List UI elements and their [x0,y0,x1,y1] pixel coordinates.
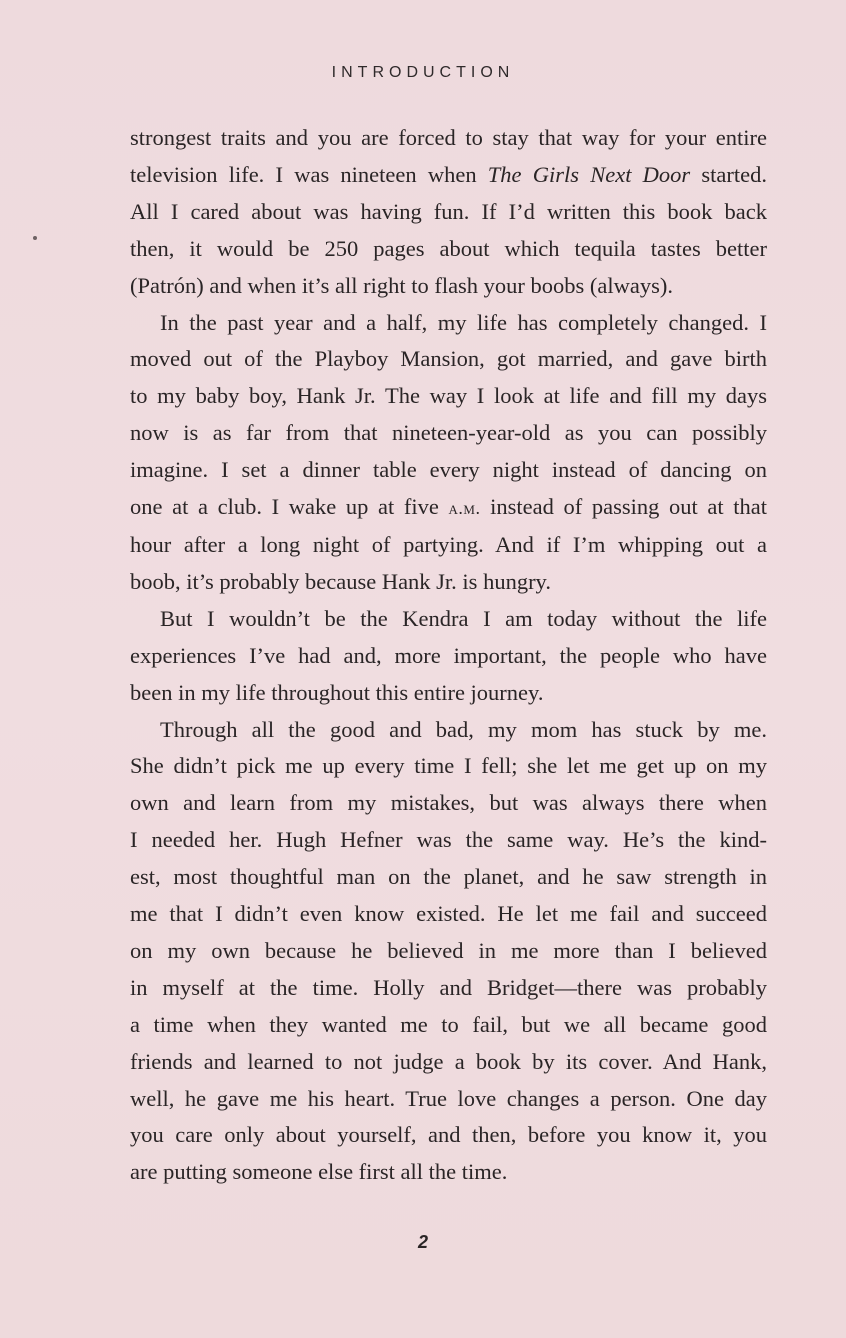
text-line: est, most thoughtful man on the planet, and he saw strength in [130,864,767,890]
paragraph-4 [130,712,767,1192]
text-line: But I wouldn’t be the Kendra I am today without the life [160,605,767,631]
running-head: INTRODUCTION [331,64,515,81]
body-text [130,120,767,1191]
text-line: All I cared about was having fun. If I’d written this book back [130,198,767,224]
text-line: She didn’t pick me up every time I fell; she let me get up on my [130,753,767,779]
page-number: 2 [417,1232,428,1252]
text-line: been in my life throughout this entire journey. [130,679,544,705]
show-title: The Girls Next Door [487,161,691,187]
text-line: then, it would be 250 pages about which tequila tastes better [130,235,767,261]
text-line: In the past year and a half, my life has completely changed. I [160,309,767,335]
text-line: well, he gave me his heart. True love changes a person. One day [130,1085,767,1111]
text-line: now is as far from that nineteen-year-old as you can possibly [130,420,767,446]
text-line: one at a club. I wake up at five a.m. instead of passing out at that [130,494,768,520]
text-line: Through all the good and bad, my mom has stuck by me. [160,716,767,742]
text-line: own and learn from my mistakes, but was always there when [130,790,767,816]
paper-speck [33,236,37,240]
text-line: strongest traits and you are forced to stay that way for your entire [130,125,767,150]
text-line: you care only about yourself, and then, before you know it, you [130,1122,767,1148]
text-line: I needed her. Hugh Hefner was the same way. He’s the kind- [130,827,767,853]
paragraph-1 [130,120,767,305]
text-line: in myself at the time. Holly and Bridget—there was probably [130,974,767,1000]
text-line: (Patrón) and when it’s all right to flash your boobs (always). [130,272,674,298]
text-line: imagine. I set a dinner table every night instead of dancing on [130,457,767,483]
text-line: me that I didn’t even know existed. He let me fail and succeed [130,901,767,927]
paragraph-2 [130,305,767,601]
text-line: experiences I’ve had and, more important, the people who have [130,642,767,668]
text-line: hour after a long night of partying. And if I’m whipping out a [130,531,767,557]
text-line: are putting someone else first all the time. [130,1159,508,1185]
text-line: to my baby boy, Hank Jr. The way I look at life and fill my days [130,383,767,409]
text-line: television life. I was nineteen when The Girls Next Door started. [130,161,767,187]
text-line: on my own because he believed in me more than I believed [130,937,767,963]
text-line: friends and learned to not judge a book by its cover. And Hank, [130,1048,767,1074]
text-line: boob, it’s probably because Hank Jr. is hungry. [130,568,551,594]
text-line: moved out of the Playboy Mansion, got married, and gave birth [130,346,767,372]
paragraph-3 [130,601,767,712]
text-line: a time when they wanted me to fail, but we all became good [130,1011,767,1037]
